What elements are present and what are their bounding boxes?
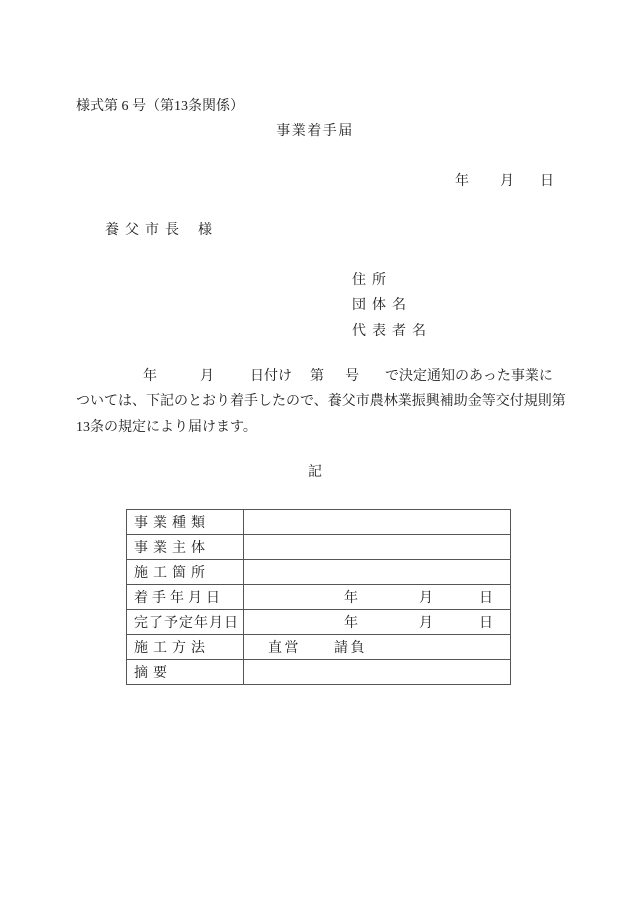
body-paragraph bbox=[76, 364, 581, 440]
month-label: 月 bbox=[419, 616, 433, 631]
body-month-label: 月 bbox=[200, 369, 214, 384]
addressee-name: 養父市長 bbox=[105, 223, 185, 238]
row-value-cell bbox=[244, 510, 511, 535]
direct-management-label: 直営 bbox=[268, 641, 301, 656]
details-table bbox=[126, 509, 511, 685]
table-row bbox=[127, 560, 511, 585]
row-label-cell: 着手年月日 bbox=[127, 585, 244, 610]
row-label-cell: 施工方法 bbox=[127, 635, 244, 660]
addressee-honorific: 様 bbox=[198, 223, 212, 238]
sender-address-label: 住所 bbox=[352, 273, 392, 288]
table-row bbox=[127, 610, 511, 635]
table-row bbox=[127, 635, 511, 660]
body-line-1 bbox=[76, 364, 581, 389]
body-day-suffix-label: 日付け bbox=[250, 369, 292, 384]
row-value-cell bbox=[244, 560, 511, 585]
row-label-cell: 摘要 bbox=[127, 660, 244, 685]
row-label-cell: 施工箇所 bbox=[127, 560, 244, 585]
month-label: 月 bbox=[419, 591, 433, 606]
sender-representative-label: 代表者名 bbox=[352, 323, 432, 339]
table-row bbox=[127, 510, 511, 535]
row-value-cell bbox=[244, 660, 511, 685]
addressee-line bbox=[105, 219, 212, 239]
sender-fields bbox=[352, 268, 432, 344]
document-title: 事業着手届 bbox=[276, 124, 354, 139]
body-line-1-text: で決定通知のあった事業に bbox=[385, 369, 553, 384]
row-label-cell: 事業種類 bbox=[127, 510, 244, 535]
row-value-cell bbox=[244, 585, 511, 610]
year-label: 年 bbox=[344, 591, 358, 606]
year-label: 年 bbox=[344, 616, 358, 631]
table-row bbox=[127, 535, 511, 560]
date-day-label: 日 bbox=[540, 174, 554, 189]
body-year-label: 年 bbox=[143, 369, 157, 384]
body-number-suffix-label: 号 bbox=[345, 369, 359, 384]
day-label: 日 bbox=[479, 591, 493, 606]
row-value-cell bbox=[244, 610, 511, 635]
row-label-cell: 事業主体 bbox=[127, 535, 244, 560]
contract-label: 請負 bbox=[334, 641, 367, 656]
form-number-label: 様式第 6 号（第13条関係） bbox=[76, 99, 244, 114]
date-month-label: 月 bbox=[500, 174, 514, 189]
row-value-cell bbox=[244, 535, 511, 560]
body-line-3: 13条の規定により届けます。 bbox=[76, 419, 257, 435]
date-year-label: 年 bbox=[455, 174, 469, 189]
date-line bbox=[455, 170, 554, 190]
sender-organization-label: 団体名 bbox=[352, 298, 412, 314]
row-label-cell: 完了予定年月日 bbox=[127, 610, 244, 635]
body-number-prefix-label: 第 bbox=[310, 369, 324, 384]
body-line-2: ついては、下記のとおり着手したので、養父市農林業振興補助金等交付規則第 bbox=[76, 394, 566, 410]
row-value-cell bbox=[244, 635, 511, 660]
table-row bbox=[127, 660, 511, 685]
record-heading: 記 bbox=[308, 465, 322, 480]
day-label: 日 bbox=[479, 616, 493, 631]
table-row bbox=[127, 585, 511, 610]
